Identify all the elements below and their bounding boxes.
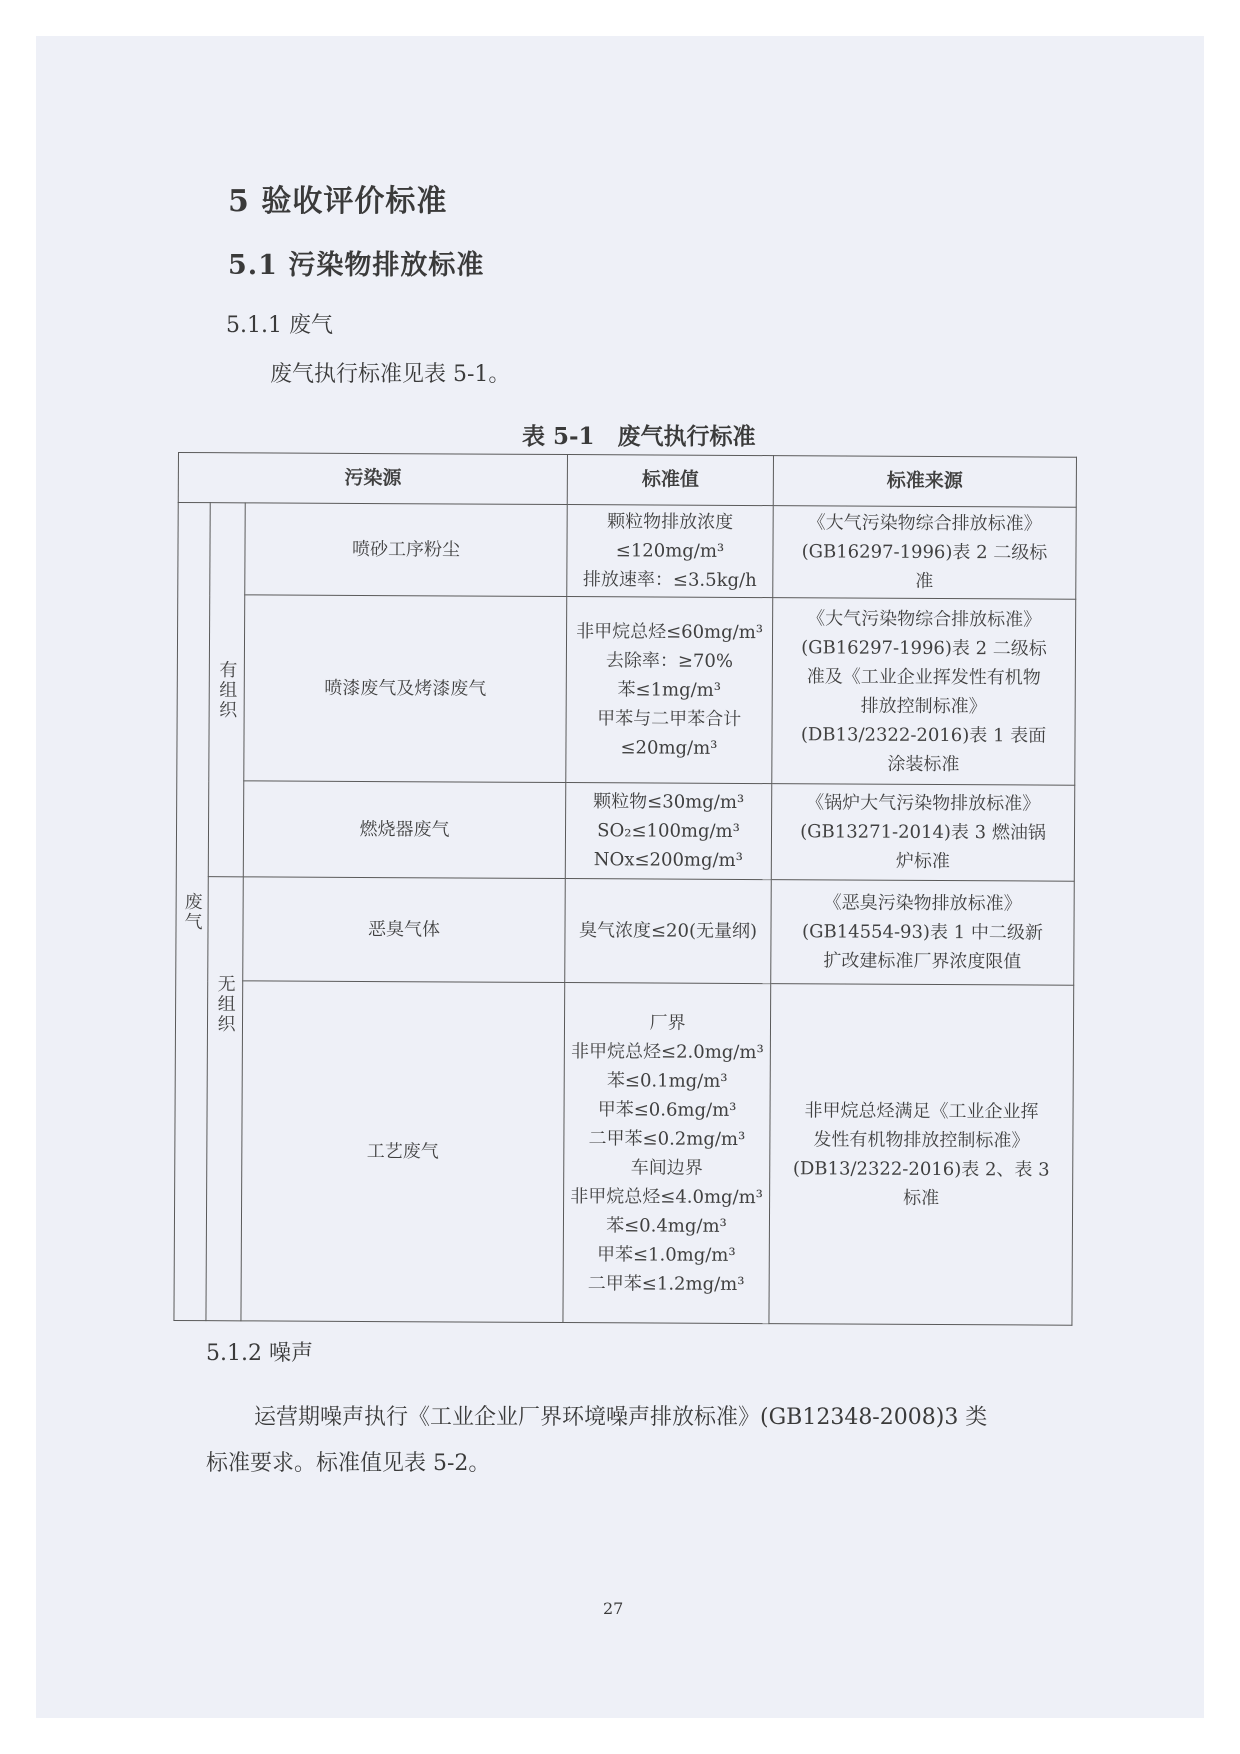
header-pollution-source: 污染源 — [178, 453, 567, 505]
source-line: 标准 — [903, 1187, 940, 1209]
value-line: 去除率：≥70% — [605, 650, 734, 672]
source-line: (GB14554-93)表 1 中二级新 — [802, 921, 1043, 944]
value-line: ≤120mg/m³ — [615, 540, 725, 562]
source-line: 准 — [915, 570, 934, 592]
value-line: 二甲苯≤0.2mg/m³ — [588, 1127, 746, 1150]
table-row — [178, 503, 1076, 600]
table-caption: 表 5-1 废气执行标准 — [522, 423, 756, 450]
value-line: 厂界 — [649, 1011, 686, 1034]
value-line: 甲苯与二甲苯合计 — [597, 708, 742, 730]
value-line: 甲苯≤1.0mg/m³ — [596, 1243, 736, 1266]
source-line: 《大气污染物综合排放标准》 — [807, 512, 1042, 535]
value-line: 非甲烷总烃≤4.0mg/m³ — [570, 1185, 763, 1208]
source-line: 炉标准 — [895, 850, 950, 873]
source-line: 非甲烷总烃满足《工业企业挥 — [804, 1099, 1039, 1123]
header-standard-value: 标准值 — [567, 455, 773, 506]
standard-source-cell — [771, 880, 1075, 986]
source-line: 扩改建标准厂界浓度限值 — [823, 950, 1022, 973]
source-line: 《锅炉大气污染物排放标准》 — [806, 792, 1041, 815]
source-cell: 工艺废气 — [241, 981, 565, 1323]
header-standard-source: 标准来源 — [773, 456, 1076, 508]
value-line: 苯≤1mg/m³ — [617, 679, 722, 701]
source-line: 排放控制标准》 — [860, 695, 987, 717]
source-line: (DB13/2322-2016)表 1 表面 — [800, 723, 1047, 747]
value-line: 苯≤0.4mg/m³ — [606, 1214, 727, 1237]
source-line: 涂装标准 — [887, 753, 960, 775]
category-organized: 有组织 — [208, 503, 245, 877]
value-line: 车间边界 — [630, 1156, 703, 1179]
value-line: 臭气浓度≤20(无量纲) — [578, 920, 758, 943]
standard-source-cell — [771, 784, 1074, 882]
value-line: 非甲烷总烃≤2.0mg/m³ — [570, 1040, 764, 1063]
value-cell — [567, 505, 773, 598]
source-line: (GB16297-1996)表 2 二级标 — [801, 541, 1048, 564]
section-heading: 5 验收评价标准 — [228, 184, 448, 219]
source-cell: 恶臭气体 — [243, 877, 566, 983]
value-line: 排放速率：≤3.5kg/h — [582, 569, 757, 592]
noise-paragraph-line2: 标准要求。标准值见表 5-2。 — [206, 1451, 491, 1476]
value-cell — [563, 983, 771, 1324]
source-cell: 燃烧器废气 — [243, 781, 565, 879]
source-line: (GB16297-1996)表 2 二级标 — [801, 636, 1047, 660]
value-cell — [565, 783, 771, 880]
standard-source-cell — [772, 598, 1076, 786]
source-cell: 喷漆废气及烤漆废气 — [244, 595, 567, 783]
source-line: 《大气污染物综合排放标准》 — [807, 607, 1042, 631]
noise-heading: 5.1.2 噪声 — [206, 1341, 313, 1366]
source-line: 准及《工业企业挥发性有机物 — [806, 665, 1041, 689]
value-line: NOx≤200mg/m³ — [593, 849, 743, 871]
unorganized-label: 无组织 — [214, 973, 236, 1034]
standard-source-cell — [773, 506, 1076, 600]
category-unorganized — [206, 877, 243, 1321]
value-line: ≤20mg/m³ — [620, 737, 718, 759]
value-line: 非甲烷总烃≤60mg/m³ — [576, 621, 764, 644]
subsection-heading: 5.1 污染物排放标准 — [228, 250, 485, 281]
source-cell: 喷砂工序粉尘 — [245, 503, 567, 597]
subsubsection-heading: 5.1.1 废气 — [226, 313, 333, 338]
source-line: (DB13/2322-2016)表 2、表 3 — [792, 1157, 1050, 1181]
table-row — [176, 780, 1074, 881]
value-line: 甲苯≤0.6mg/m³ — [597, 1098, 737, 1121]
value-cell — [565, 879, 772, 984]
noise-paragraph-line1: 运营期噪声执行《工业企业厂界环境噪声排放标准》(GB12348-2008)3 类 — [254, 1405, 988, 1430]
source-line: 发性有机物排放控制标准》 — [813, 1128, 1030, 1151]
table-row — [174, 980, 1074, 1325]
intro-paragraph: 废气执行标准见表 5-1。 — [270, 362, 511, 387]
table-row — [177, 595, 1076, 786]
category-exhaust-gas: 废气 — [174, 503, 210, 1321]
source-line: 《恶臭污染物排放标准》 — [823, 892, 1022, 915]
table-row — [176, 876, 1075, 985]
value-line: 颗粒物排放浓度 — [607, 511, 734, 533]
value-line: 二甲苯≤1.2mg/m³ — [587, 1272, 745, 1295]
value-line: 苯≤0.1mg/m³ — [606, 1069, 728, 1092]
emission-standards-table — [173, 452, 1077, 1326]
standard-source-cell — [769, 984, 1074, 1326]
value-line: 颗粒物≤30mg/m³ — [593, 791, 745, 813]
value-line: SO₂≤100mg/m³ — [597, 820, 740, 842]
value-cell — [566, 597, 773, 784]
table-header-row — [178, 453, 1076, 508]
page-number: 27 — [603, 1599, 624, 1618]
source-line: (GB13271-2014)表 3 燃油锅 — [800, 821, 1046, 844]
